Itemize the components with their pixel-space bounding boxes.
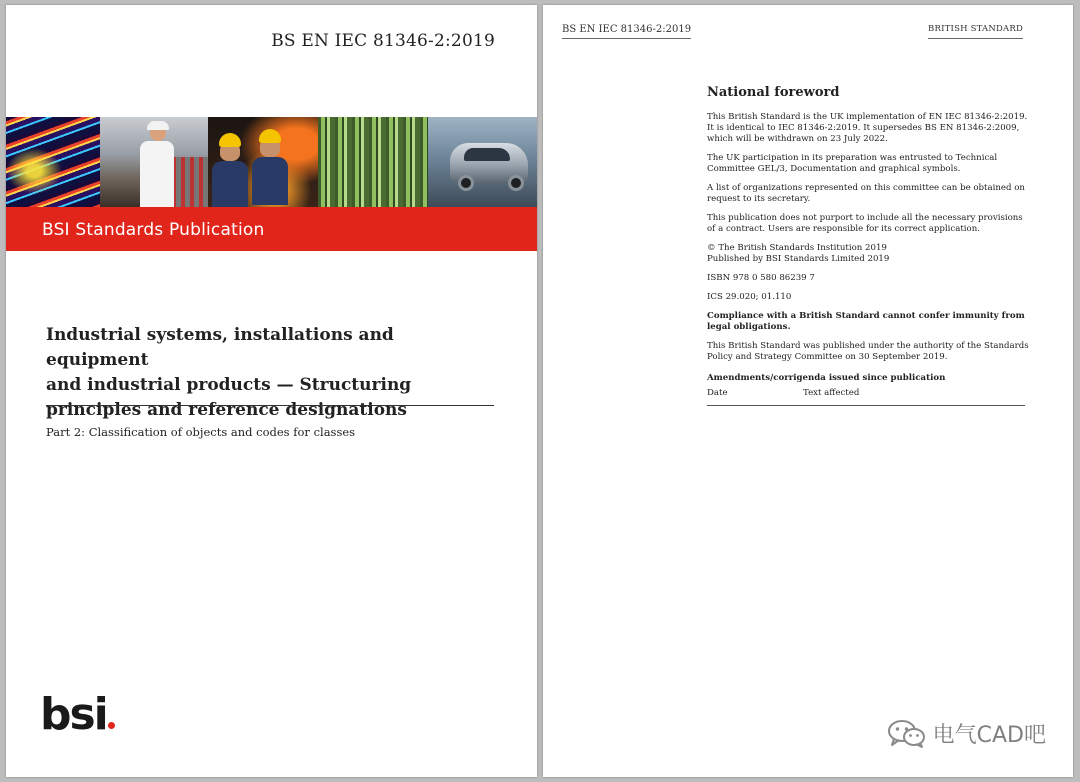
- isbn-line: ISBN 978 0 580 86239 7: [707, 273, 815, 283]
- title-line: Industrial systems, installations and equipment: [46, 325, 394, 370]
- light-trails-photo: [6, 117, 100, 207]
- bsi-logo-dot: [108, 722, 115, 729]
- firefighters-photo: [208, 117, 318, 207]
- title-line: principles and reference designations: [46, 400, 407, 420]
- foreword-title: National foreword: [707, 85, 840, 100]
- foreword-paragraph: A list of organizations represented on this committee can be obtained on request to its secretary.: [707, 183, 1025, 204]
- ics-line: ICS 29.020; 01.110: [707, 292, 792, 302]
- standard-code: BS EN IEC 81346-2:2019: [271, 31, 495, 51]
- cover-page: [6, 5, 537, 777]
- publisher-line: Published by BSI Standards Limited 2019: [707, 254, 890, 264]
- compliance-notice: Compliance with a British Standard cannot confer immunity from legal obligations.: [707, 311, 1025, 332]
- document-title: [46, 323, 498, 423]
- amendments-heading: Amendments/corrigenda issued since publication: [707, 373, 946, 383]
- publication-authority: This British Standard was published under the authority of the Standards Policy and Strategy Committee on 30 September 2019.: [707, 341, 1029, 362]
- table-header-text-affected: Text affected: [803, 388, 860, 398]
- foreword-paragraph: The UK participation in its preparation was entrusted to Technical Committee GEL/3, Documentation and graphical symbols.: [707, 153, 998, 174]
- title-line: and industrial products — Structuring: [46, 375, 412, 395]
- running-header-label: BRITISH STANDARD: [928, 24, 1023, 39]
- watermark-text: 电气CAD吧: [932, 723, 1046, 748]
- running-header-code: BS EN IEC 81346-2:2019: [562, 24, 691, 39]
- foreword-body: [707, 85, 1029, 406]
- car-production-photo: [428, 117, 537, 207]
- foreword-paragraph: This publication does not purport to include all the necessary provisions of a contract. Users are responsible for its correct application.: [707, 213, 1023, 234]
- bsi-logo: [40, 689, 115, 740]
- amendments-table: [707, 388, 1025, 406]
- table-header-date: Date: [707, 388, 728, 398]
- title-divider: [46, 405, 494, 406]
- bsi-logo-text: bsi: [40, 689, 107, 740]
- cover-photo-strip: [6, 117, 537, 207]
- wechat-watermark: [887, 718, 1046, 749]
- factory-worker-photo: [100, 117, 208, 207]
- foreword-paragraph: This British Standard is the UK implementation of EN IEC 81346-2:2019. It is identical to IEC 81346-2:2019. It supersedes BS EN 81346-2:2009, which will be withdrawn on 23 July 2022.: [707, 112, 1028, 144]
- publication-band-label: BSI Standards Publication: [42, 220, 265, 240]
- wechat-icon: [887, 719, 927, 749]
- document-subtitle: Part 2: Classification of objects and codes for classes: [46, 425, 356, 439]
- copyright-line: © The British Standards Institution 2019: [707, 243, 887, 253]
- forest-photo: [318, 117, 428, 207]
- publication-band: [6, 207, 537, 251]
- foreword-page: [543, 5, 1073, 777]
